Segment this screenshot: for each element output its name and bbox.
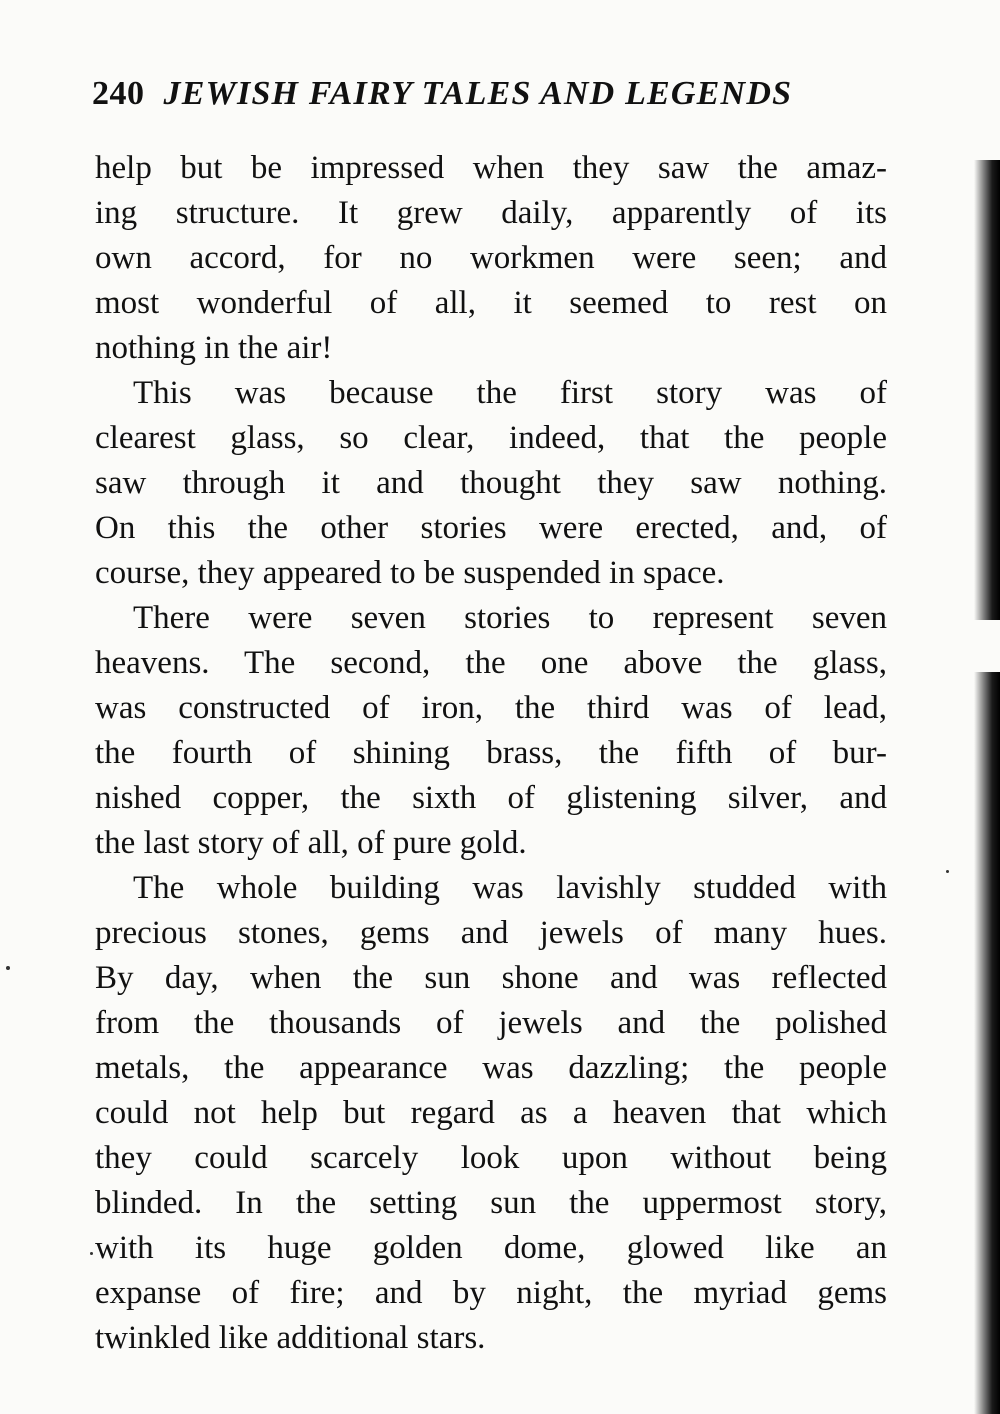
text-line: from the thousands of jewels and the polished xyxy=(95,1005,887,1041)
page-number: 240 xyxy=(92,75,145,112)
text-line: ing structure. It grew daily, apparently of its xyxy=(95,195,887,231)
paragraph xyxy=(95,596,887,866)
text-line: blinded. In the setting sun the uppermost story, xyxy=(95,1185,887,1221)
text-line: This was because the first story was of xyxy=(133,375,887,411)
text-line: with its huge golden dome, glowed like an xyxy=(95,1230,887,1266)
text-line: heavens. The second, the one above the glass, xyxy=(95,645,887,681)
text-line: expanse of fire; and by night, the myriad gems xyxy=(95,1275,887,1311)
text-line: precious stones, gems and jewels of many hues. xyxy=(95,915,887,951)
text-line: clearest glass, so clear, indeed, that the people xyxy=(95,420,887,456)
text-line: own accord, for no workmen were seen; and xyxy=(95,240,887,276)
running-header xyxy=(92,72,892,116)
binding-shadow-bottom xyxy=(974,672,1000,1414)
text-line: By day, when the sun shone and was reflected xyxy=(95,960,887,996)
text-line: saw through it and thought they saw nothing. xyxy=(95,465,887,501)
text-line: nothing in the air! xyxy=(95,330,333,366)
text-line: On this the other stories were erected, and, of xyxy=(95,510,887,546)
text-line: There were seven stories to represent seven xyxy=(133,600,887,636)
scan-speck xyxy=(6,966,10,970)
text-line: most wonderful of all, it seemed to rest on xyxy=(95,285,887,321)
paragraph xyxy=(95,866,887,1361)
paragraph xyxy=(95,146,887,371)
text-line: metals, the appearance was dazzling; the people xyxy=(95,1050,887,1086)
text-line: course, they appeared to be suspended in space. xyxy=(95,555,725,591)
text-line: The whole building was lavishly studded with xyxy=(133,870,887,906)
book-title: JEWISH FAIRY TALES AND LEGENDS xyxy=(163,75,793,112)
text-line: help but be impressed when they saw the amaz- xyxy=(95,150,887,186)
text-line: was constructed of iron, the third was of lead, xyxy=(95,690,887,726)
text-line: the fourth of shining brass, the fifth of bur- xyxy=(95,735,887,771)
binding-shadow-top xyxy=(974,160,1000,620)
scan-speck xyxy=(90,1252,93,1255)
text-line: they could scarcely look upon without being xyxy=(95,1140,887,1176)
text-line: the last story of all, of pure gold. xyxy=(95,825,527,861)
text-line: nished copper, the sixth of glistening silver, and xyxy=(95,780,887,816)
paragraph xyxy=(95,371,887,596)
scan-speck xyxy=(946,870,949,873)
text-line: twinkled like additional stars. xyxy=(95,1320,486,1356)
body-text xyxy=(95,146,887,1361)
text-line: could not help but regard as a heaven that which xyxy=(95,1095,887,1131)
